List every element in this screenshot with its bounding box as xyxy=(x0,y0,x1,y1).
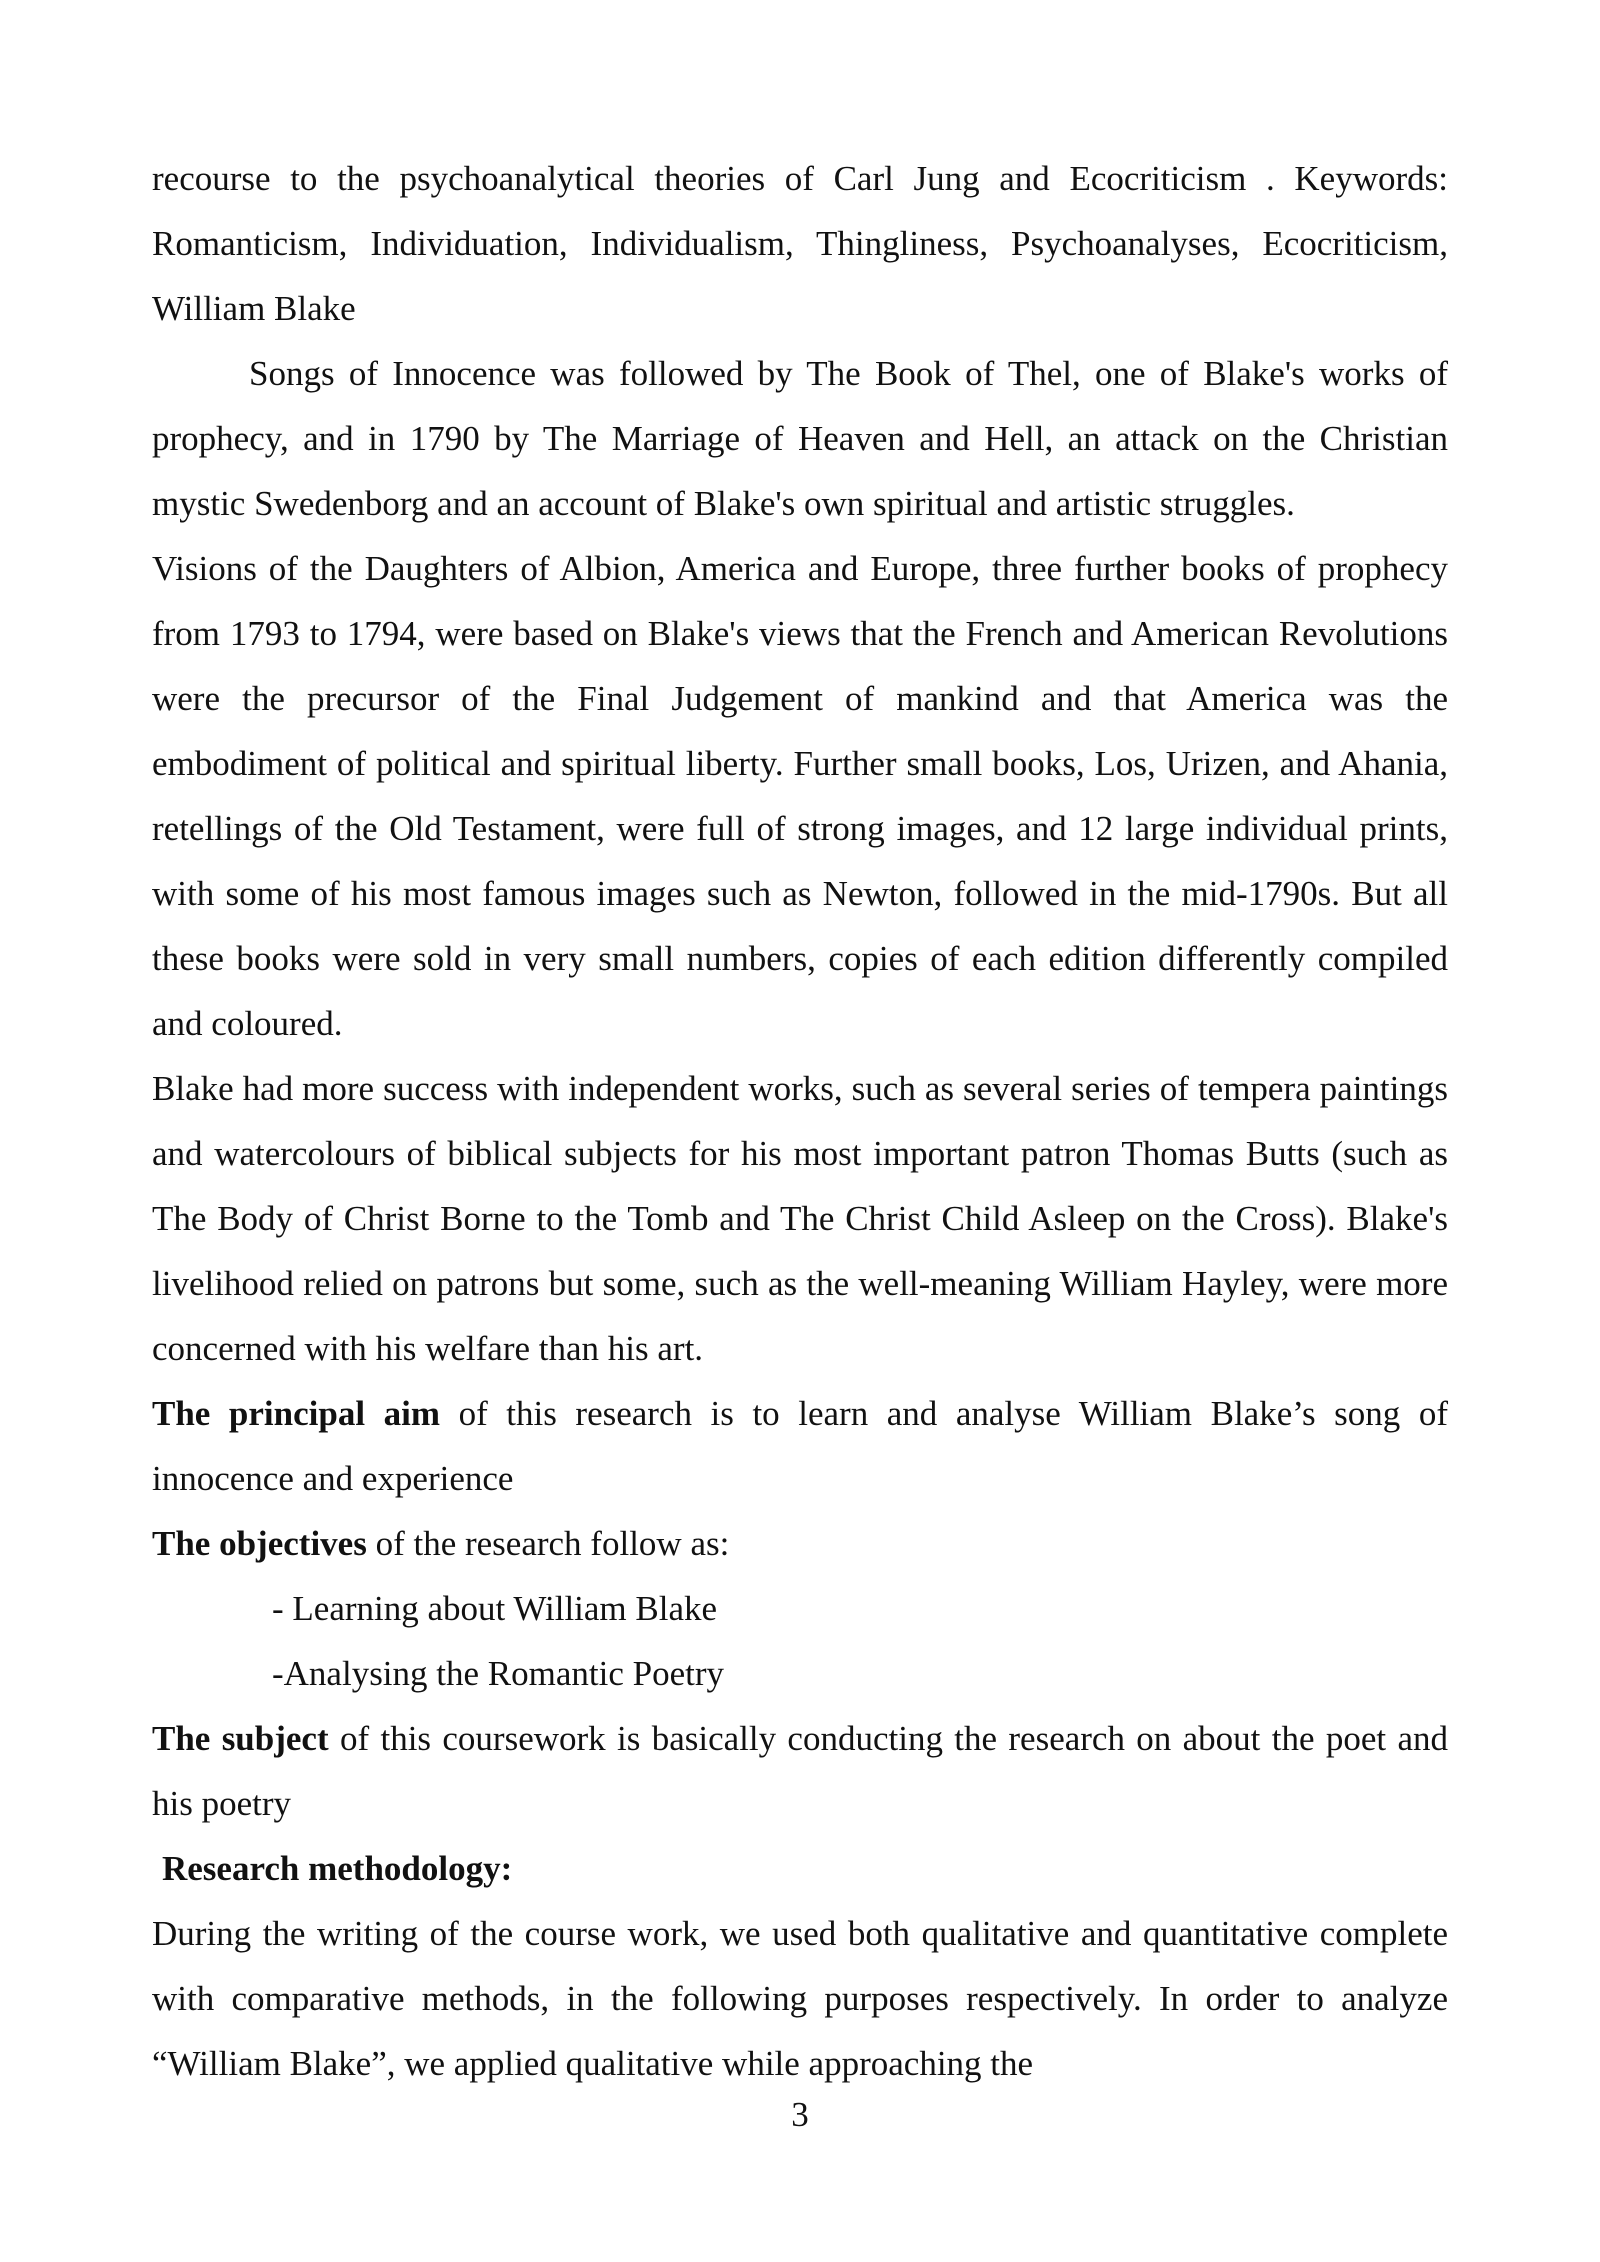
paragraph-visions: Visions of the Daughters of Albion, America and Europe, three further books of prophecy from 1793 to 1794, were based on Blake's views that the French and American Revolutions were the precursor of the Final Judgement of mankind and that America was the embodiment of political and spiritual liberty. Further small books, Los, Urizen, and Ahania, retellings of the Old Testament, were full of strong images, and 12 large individual prints, with some of his most famous images such as Newton, followed in the mid-1790s. But all these books were sold in very small numbers, copies of each edition differently compiled and coloured. xyxy=(152,549,1448,1043)
objectives-text: of the research follow as: xyxy=(366,1524,730,1563)
paragraph-subject xyxy=(152,1706,1448,1836)
paragraph-independent-works: Blake had more success with independent works, such as several series of tempera paintings and watercolours of biblical subjects for his most important patron Thomas Butts (such as The Body of Christ Borne to the Tomb and The Christ Child Asleep on the Cross). Blake's livelihood relied on patrons but some, such as the well-meaning William Hayley, were more concerned with his welfare than his art. xyxy=(152,1069,1448,1368)
objective-item: -Analysing the Romantic Poetry xyxy=(272,1654,725,1693)
page-number: 3 xyxy=(791,2095,809,2134)
methodology-heading: Research methodology: xyxy=(162,1849,513,1888)
paragraph-methodology: During the writing of the course work, we used both qualitative and quantitative complete with comparative methods, in the following purposes respectively. In order to analyze “William Blake”, we applied qualitative while approaching the xyxy=(152,1914,1448,2083)
paragraph-keywords: recourse to the psychoanalytical theories of Carl Jung and Ecocriticism . Keywords: Romanticism, Individuation, Individualism, Thingliness, Psychoanalyses, Ecocriticism, William Blake xyxy=(152,159,1448,328)
subject-label: The subject xyxy=(152,1719,329,1758)
subject-text: of this coursework is basically conducting the research on about the poet and his poetry xyxy=(152,1719,1448,1823)
paragraph-songs-of-innocence: Songs of Innocence was followed by The Book of Thel, one of Blake's works of prophecy, and in 1790 by The Marriage of Heaven and Hell, an attack on the Christian mystic Swedenborg and an account of Blake's own spiritual and artistic struggles. xyxy=(152,354,1448,523)
paragraph-objectives xyxy=(152,1511,1448,1576)
paragraph-principal-aim xyxy=(152,1381,1448,1511)
objectives-label: The objectives xyxy=(152,1524,367,1563)
document-page xyxy=(152,146,1448,2096)
objective-item: - Learning about William Blake xyxy=(272,1589,718,1628)
principal-aim-text: of this research is to learn and analyse William Blake’s song of innocence and experience xyxy=(152,1394,1448,1498)
principal-aim-label: The principal aim xyxy=(152,1394,440,1433)
